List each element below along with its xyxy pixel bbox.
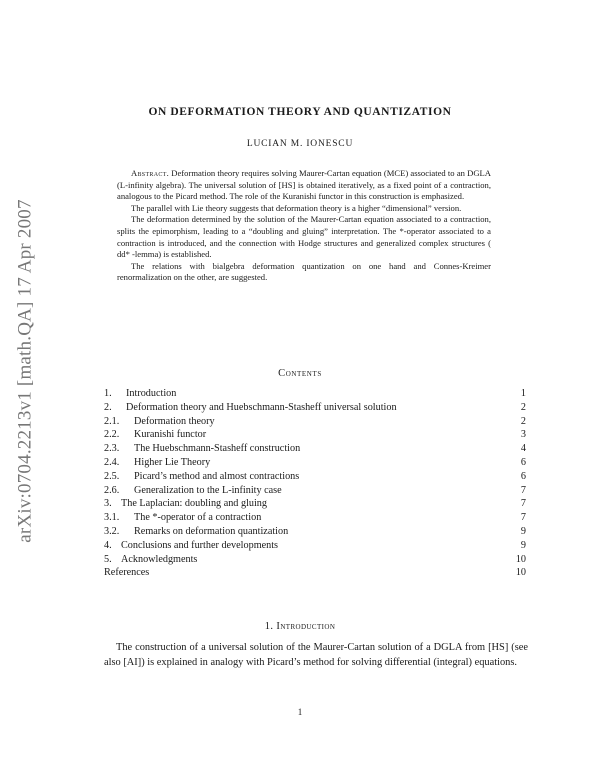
toc-text: Higher Lie Theory <box>134 456 211 468</box>
toc-text: Remarks on deformation quantization <box>134 525 289 537</box>
abstract <box>117 168 491 284</box>
toc-text: Introduction <box>126 388 177 399</box>
toc-entry[interactable] <box>104 566 528 580</box>
contents-title: Contents <box>278 368 322 379</box>
toc-entry[interactable] <box>104 484 528 498</box>
toc-page: 3 <box>520 429 526 441</box>
abstract-paragraph <box>117 168 491 203</box>
abstract-paragraph: The parallel with Lie theory suggests that deformation theory is a higher “dimensional” version. <box>131 202 462 213</box>
toc-text: The Laplacian: doubling and gluing <box>121 498 267 510</box>
abstract-label: Abstract. <box>131 168 170 178</box>
toc-number: 4. <box>104 539 112 551</box>
toc-page: 9 <box>520 539 526 551</box>
toc-number: 2.1. <box>104 415 120 427</box>
toc-text: Acknowledgments <box>121 553 198 565</box>
toc-entry[interactable] <box>104 497 528 511</box>
toc-text: Deformation theory and Huebschmann-Stasheff universal solution <box>126 401 397 413</box>
toc-text: Deformation theory <box>134 415 215 427</box>
toc-entry[interactable] <box>104 511 528 525</box>
toc-entry[interactable] <box>104 442 528 456</box>
paper-title: ON DEFORMATION THEORY AND QUANTIZATION <box>148 106 452 118</box>
abstract-paragraph: The relations with bialgebra deformation quantization on one hand and Connes-Kreimer renormalization on the other, are suggested. <box>117 260 491 283</box>
toc-text: References <box>104 567 150 579</box>
abstract-paragraph: The deformation determined by the solution of the Maurer-Cartan equation associated to a contraction, splits the epimorphism, leading to a “doubling and gluing” interpretation. The *-operator associated to a contraction is introduced, and the connection with Hodge structures and generalized complex structures ( dd* -lemma) is established. <box>117 214 491 260</box>
toc-number: 3.1. <box>104 512 120 524</box>
toc-number: 5. <box>104 553 112 565</box>
toc-entry[interactable] <box>104 428 528 442</box>
page-number: 1 <box>297 707 303 717</box>
toc-number: 3. <box>104 498 112 510</box>
toc-text: The *-operator of a contraction <box>134 512 262 524</box>
toc-text: Picard’s method and almost contractions <box>134 470 300 482</box>
table-of-contents <box>104 387 528 580</box>
toc-entry[interactable] <box>104 470 528 484</box>
toc-entry[interactable] <box>104 539 528 553</box>
toc-text: Kuranishi functor <box>134 429 207 441</box>
toc-entry[interactable] <box>104 525 528 539</box>
abstract-text: Deformation theory requires solving Maurer-Cartan equation (MCE) associated to an DGLA (L-infinity algebra). The universal solution of [HS] is obtained iteratively, as a fixed point of a contraction, analogous to the Picard method. The role of the Kuranishi functor in this construction is emphasized. <box>117 168 491 202</box>
toc-page: 10 <box>515 567 526 579</box>
toc-page: 10 <box>515 553 526 565</box>
toc-number: 2.5. <box>104 470 120 482</box>
toc-entry[interactable] <box>104 415 528 429</box>
toc-entry[interactable] <box>104 401 528 415</box>
toc-entry[interactable] <box>104 456 528 470</box>
toc-page: 1 <box>520 388 526 399</box>
toc-page: 4 <box>520 443 526 455</box>
toc-entry[interactable] <box>104 387 528 401</box>
section-title: Introduction <box>276 621 336 632</box>
section-heading <box>0 621 600 632</box>
toc-number: 1. <box>104 388 112 399</box>
toc-page: 7 <box>520 512 526 524</box>
toc-page: 7 <box>520 484 526 496</box>
arxiv-id: arXiv:0704.2213v1 [math.QA] 17 Apr 2007 <box>15 199 36 543</box>
toc-page: 6 <box>520 470 526 482</box>
toc-text: Conclusions and further developments <box>121 539 279 551</box>
toc-number: 2. <box>104 401 112 413</box>
toc-text: Generalization to the L-infinity case <box>134 484 282 496</box>
introduction-paragraph: The construction of a universal solution of the Maurer-Cartan solution of a DGLA from [HS] (see also [AI]) is explained in analogy with Picard’s method for solving differential (integral) equations. <box>104 642 528 668</box>
toc-page: 2 <box>520 415 526 427</box>
toc-entry[interactable] <box>104 553 528 567</box>
toc-page: 9 <box>520 525 526 537</box>
toc-number: 2.2. <box>104 429 120 441</box>
author-name: LUCIAN M. IONESCU <box>246 139 354 149</box>
toc-page: 2 <box>520 401 526 413</box>
section-number: 1. <box>264 621 274 632</box>
toc-page: 6 <box>520 456 526 468</box>
toc-number: 3.2. <box>104 525 120 537</box>
toc-number: 2.6. <box>104 484 120 496</box>
toc-text: The Huebschmann-Stasheff construction <box>134 443 301 455</box>
toc-page: 7 <box>520 498 526 510</box>
toc-number: 2.4. <box>104 456 120 468</box>
toc-number: 2.3. <box>104 443 120 455</box>
